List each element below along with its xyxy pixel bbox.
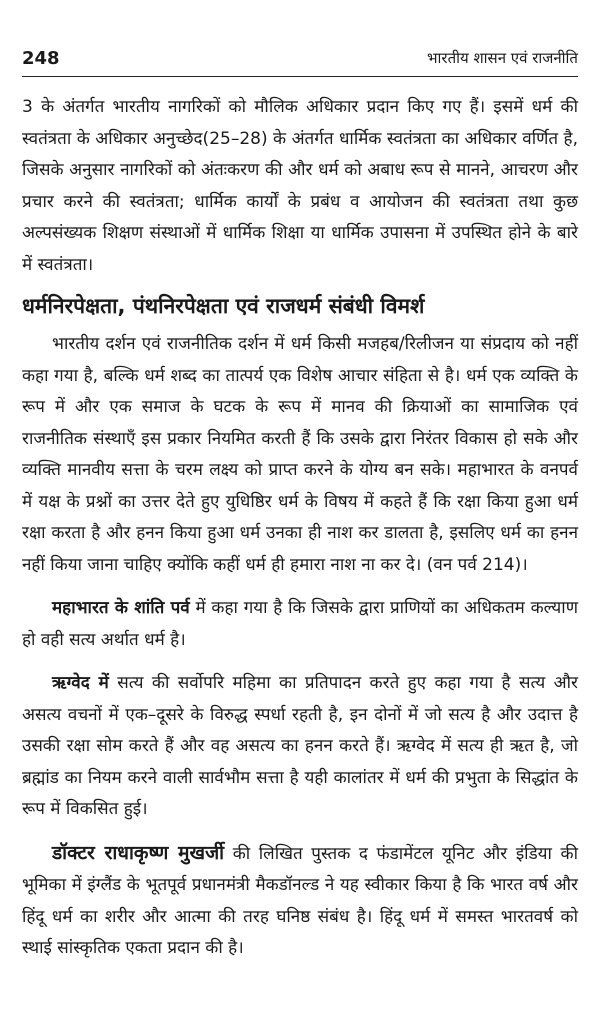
paragraph-indian-philosophy: भारतीय दर्शन एवं राजनीतिक दर्शन में धर्म किसी मजहब/रिलीजन या संप्रदाय को नहीं कहा गया है, बल्कि धर्म शब्द का तात्पर्य एक विशेष आचार संहिता से है। धर्म एक व्यक्ति के रूप में और एक समाज के घटक के रूप में मानव की क्रियाओं का सामाजिक एवं राजनीतिक संस्थाएँ इस प्रकार नियमित करती हैं कि उसके द्वारा निरंतर विकास हो सके और व्यक्ति मानवीय सत्ता के चरम लक्ष्य को प्राप्त करने के योग्य बन सके। महाभारत के वनपर्व में यक्ष के प्रश्नों का उत्तर देते हुए युधिष्ठिर धर्म के विषय में कहते हैं कि रक्षा किया हुआ धर्म रक्षा करता है और हनन किया हुआ धर्म उनका ही नाश कर डालता है, इसलिए धर्म का हनन नहीं किया जाना चाहिए क्योंकि कहीं धर्म ही हमारा नाश ना कर दे। (वन पर्व 214)।: [22, 334, 578, 575]
page-header: [22, 48, 578, 74]
running-title: भारतीय शासन एवं राजनीति: [427, 49, 578, 67]
lead-mukherjee: डॉक्टर राधाकृष्ण मुखर्जी: [52, 841, 225, 864]
paragraph-constitution: 3 के अंतर्गत भारतीय नागरिकों को मौलिक अधिकार प्रदान किए गए हैं। इसमें धर्म की स्वतंत्रता के अधिकार अनुच्छेद(25–28) के अंतर्गत धार्मिक स्वतंत्रता का अधिकार वर्णित है, जिसके अनुसार नागरिकों को अंतःकरण की और धर्म को अबाध रूप से मानने, आचरण और प्रचार करने की स्वतंत्रता; धार्मिक कार्यों के प्रबंध व आयोजन की स्वतंत्रता तथा कुछ अल्पसंख्यक शिक्षण संस्थाओं में धार्मिक शिक्षा या धार्मिक उपासना में उपस्थित होने के बारे में स्वतंत्रता।: [22, 97, 578, 275]
text-shanti-parva: में कहा गया है कि जिसके द्वारा प्राणियों का अधिकतम कल्याण हो वही सत्य अर्थात धर्म है।: [22, 598, 578, 650]
text-mukherjee: की लिखित पुस्तक द फंडामेंटल यूनिट और इंडिया की भूमिका में इंग्लैंड के भूतपूर्व प्रधानमंत्री मैकडॉनल्ड ने यह स्वीकार किया है कि भारत वर्ष और हिंदू धर्म का शरीर और आत्मा की तरह घनिष्ठ संबंध है। हिंदू धर्म में समस्त भारतवर्ष को स्थाई सांस्कृतिक एकता प्रदान की है।: [22, 843, 579, 958]
lead-shanti-parva: महाभारत के शांति पर्व: [52, 598, 190, 618]
header-rule: [22, 76, 578, 77]
paragraph-mukherjee: [22, 838, 578, 965]
paragraph-shanti-parva: [22, 593, 578, 656]
text-rigveda: सत्य की सर्वोपरि महिमा का प्रतिपादन करते हुए कहा गया है सत्य और असत्य वचनों में एक–दूसरे के विरुद्ध स्पर्धा रहती है, इन दोनों में जो सत्य है और उदात्त है उसकी रक्षा सोम करते हैं और वह असत्य का हनन करते हैं। ऋग्वेद में सत्य ही ऋत है, जो ब्रह्मांड का नियम करने वाली सार्वभौम सत्ता है यही कालांतर में धर्म की प्रभुता के सिद्धांत के रूप में विकसित हुई।: [22, 673, 578, 819]
page-number: 248: [22, 48, 60, 69]
paragraph-rigveda: [22, 668, 578, 826]
section-heading: धर्मनिरपेक्षता, पंथनिरपेक्षता एवं राजधर्म संबंधी विमर्श: [22, 294, 425, 318]
body-text: [22, 92, 578, 965]
lead-rigveda: ऋग्वेद में: [52, 673, 109, 693]
